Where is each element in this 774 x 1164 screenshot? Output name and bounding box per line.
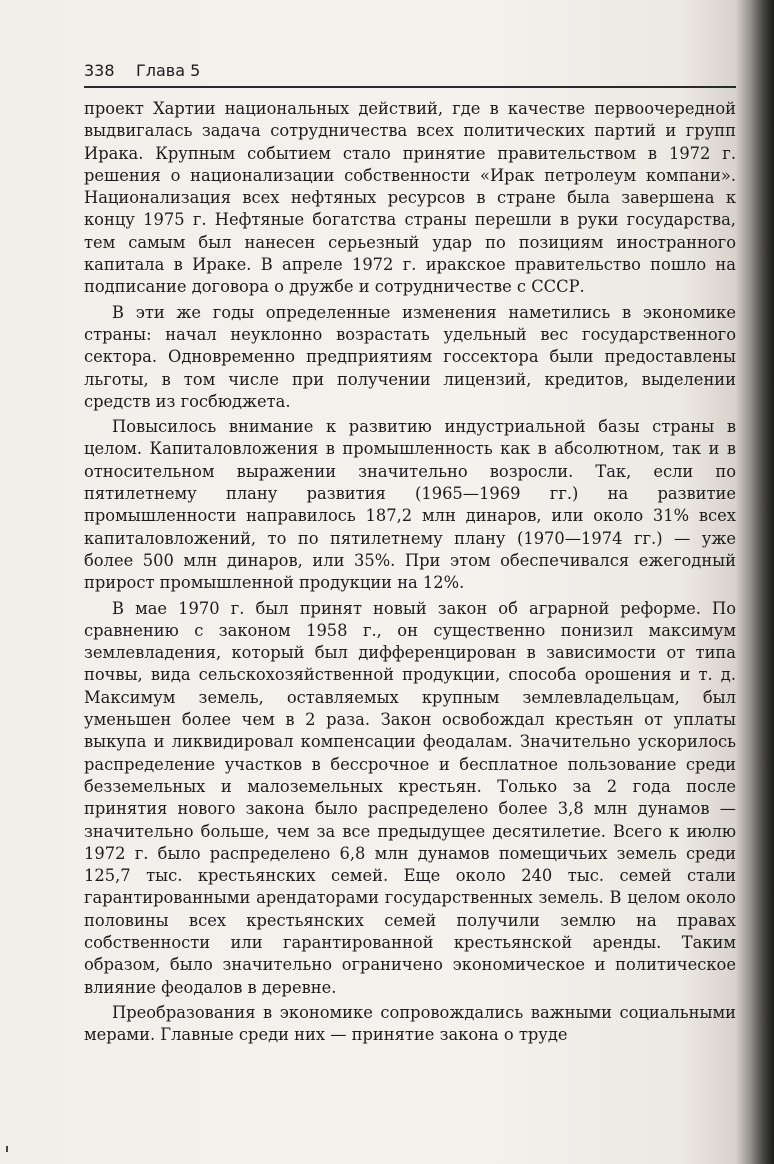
paragraph-continued: проект Хартии национальных действий, где в качестве первоочередной выдвигалась задача сотрудничества всех политических партий и групп Ирака. Крупным событием стало принятие правительством в 1972 г. решения о национализации собственности «Ирак петролеум компани». Национализация всех нефтяных ресурсов в стране была завершена к концу 1975 г. Нефтяные богатства страны перешли в руки государства, тем самым был нанесен серьезный удар по позициям иностранного капитала в Ираке. В апреле 1972 г. иракское правительство пошло на подписание договора о дружбе и сотрудничестве с СССР.	[84, 99, 736, 297]
body-text	[84, 98, 736, 1046]
paragraph: Повысилось внимание к развитию индустриальной базы страны в целом. Капиталовложения в промышленность как в абсолютном, так и в относительном выражении значительно возросли. Так, если по пятилетнему плану развития (1965—1969 гг.) на развитие промышленности направилось 187,2 млн динаров, или около 31% всех капиталовложений, то по пятилетнему плану (1970—1974 гг.) — уже более 500 млн динаров, или 35%. При этом обеспечивался ежегодный прирост промышленной продукции на 12%.	[84, 417, 736, 593]
scan-artifact	[6, 1146, 8, 1152]
paragraph: В мае 1970 г. был принят новый закон об аграрной реформе. По сравнению с законом 1958 г., он существенно понизил максимум землевладения, который был дифференцирован в зависимости от типа почвы, вида сельскохозяйственной продукции, способа орошения и т. д. Максимум земель, оставляемых крупным землевладельцам, был уменьшен более чем в 2 раза. Закон освобождал крестьян от уплаты выкупа и ликвидировал компенсации феодалам. Значительно ускорилось распределение участков в бессрочное и бесплатное пользование среди безземельных и малоземельных крестьян. Только за 2 года после принятия нового закона было распределено более 3,8 млн дунамов — значительно больше, чем за все предыдущее десятилетие. Всего к июлю 1972 г. было распределено 6,8 млн дунамов помещичьих земель среди 125,7 тыс. крестьянских семей. Еще около 240 тыс. семей стали гарантированными арендаторами государственных земель. В целом около половины всех крестьянских семей получили землю на правах собственности или гарантированной крестьянской аренды. Таким образом, было значительно ограничено экономическое и политическое влияние феодалов в деревне.	[84, 598, 736, 997]
page-number: 338	[84, 61, 115, 80]
running-header	[84, 58, 736, 88]
chapter-label: Глава 5	[136, 61, 201, 80]
paragraph: Преобразования в экономике сопровождались важными социальными мерами. Главные среди них — принятие закона о труде	[84, 1002, 736, 1045]
binding-shadow	[736, 0, 774, 1164]
paragraph: В эти же годы определенные изменения наметились в экономике страны: начал неуклонно возрастать удельный вес государственного сектора. Одновременно предприятиям госсектора были предоставлены льготы, в том числе при получении лицензий, кредитов, выделении средств из госбюджета.	[84, 302, 736, 411]
